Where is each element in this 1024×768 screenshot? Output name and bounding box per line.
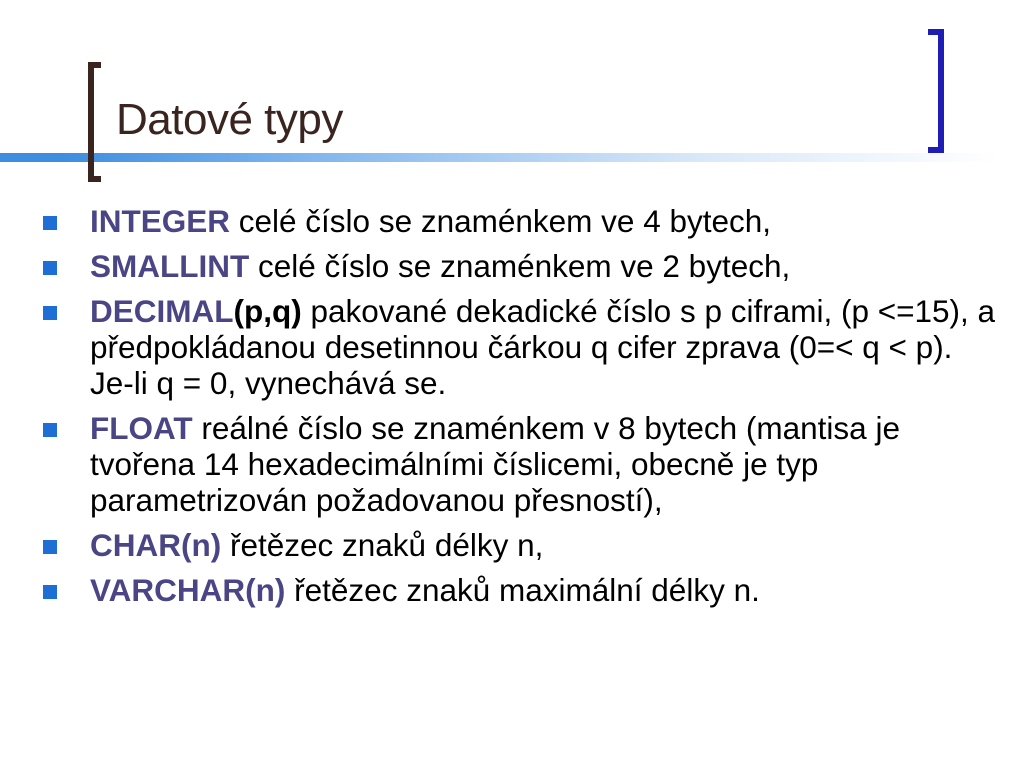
bullet-text-smallint: celé číslo se znaménkem ve 2 bytech,	[249, 248, 791, 284]
keyword-float: FLOAT	[90, 410, 193, 446]
bullet-item-varchar	[40, 572, 1000, 608]
bullet-item-float	[40, 410, 1000, 518]
keyword-char: CHAR(n)	[90, 527, 222, 563]
right-bracket-decoration	[928, 29, 944, 153]
keyword-decimal-params: (p,q)	[233, 293, 302, 329]
bullet-text-integer: celé číslo se znaménkem ve 4 bytech,	[230, 203, 772, 239]
bullet-item-decimal	[40, 293, 1000, 401]
bullet-text-float: reálné číslo se znaménkem v 8 bytech (mantisa je tvořena 14 hexadecimálními číslicemi, obecně je typ parametrizován požadovanou přesností),	[90, 410, 900, 518]
bullet-text-varchar: řetězec znaků maximální délky n.	[285, 572, 760, 608]
square-bullet-icon	[43, 306, 57, 320]
square-bullet-icon	[43, 423, 57, 437]
square-bullet-icon	[43, 216, 57, 230]
keyword-smallint: SMALLINT	[90, 248, 250, 284]
keyword-decimal: DECIMAL	[90, 293, 234, 329]
bullet-item-integer	[40, 203, 1000, 239]
keyword-integer: INTEGER	[90, 203, 231, 239]
square-bullet-icon	[43, 261, 57, 275]
bullet-item-smallint	[40, 248, 1000, 284]
keyword-varchar: VARCHAR(n)	[90, 572, 286, 608]
bullet-list	[40, 203, 1000, 617]
title-underline-bar	[0, 153, 1024, 162]
bullet-item-char	[40, 527, 1000, 563]
bullet-text-char: řetězec znaků délky n,	[221, 527, 544, 563]
bullet-text-decimal: pakované dekadické číslo s p ciframi, (p <=15), a předpokládanou desetinnou čárkou q cifer zprava (0=< q < p). Je-li q = 0, vynechává se.	[90, 293, 996, 401]
slide-title: Datové typy	[116, 95, 343, 144]
left-bracket-decoration	[88, 62, 101, 182]
square-bullet-icon	[43, 585, 57, 599]
square-bullet-icon	[43, 540, 57, 554]
